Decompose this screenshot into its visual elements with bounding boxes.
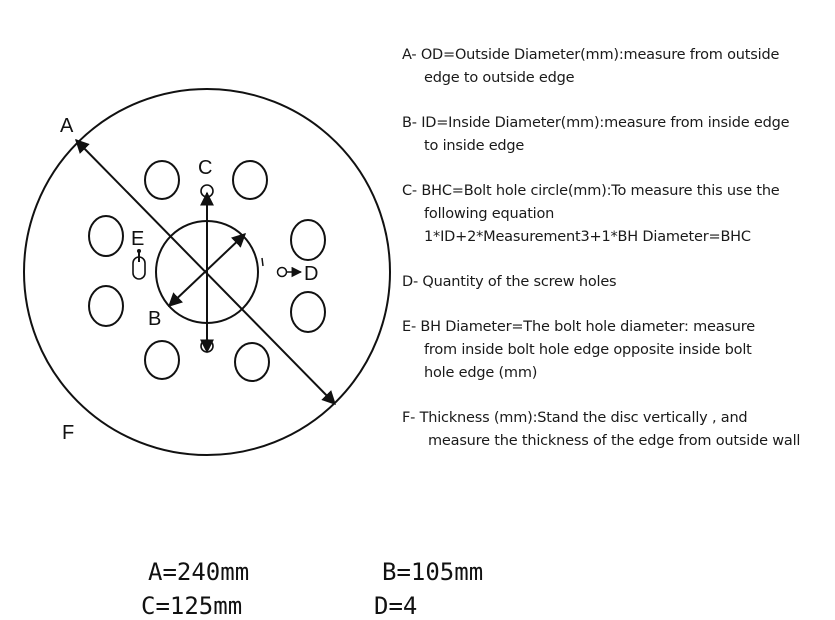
legend-item-e (402, 316, 827, 385)
bolt-hole (235, 343, 269, 381)
bolt-hole (145, 341, 179, 379)
legend-text: A- OD=Outside Diameter(mm):measure from outside (402, 47, 780, 63)
label-b: B (148, 308, 162, 330)
legend-text: hole edge (mm) (424, 365, 538, 381)
label-c: C (198, 157, 213, 179)
legend-text: to inside edge (424, 138, 525, 154)
legend-item-a (402, 44, 827, 90)
legend (402, 44, 827, 475)
value-b: B=105mm (382, 558, 484, 586)
bolt-hole (291, 220, 325, 260)
disc-diagram (0, 0, 400, 470)
legend-text: E- BH Diameter=The bolt hole diameter: measure (402, 319, 755, 335)
legend-item-c (402, 180, 827, 249)
value-d: D=4 (374, 592, 418, 620)
bolt-hole (89, 216, 123, 256)
legend-text: F- Thickness (mm):Stand the disc vertically , and (402, 410, 748, 426)
label-f: F (62, 422, 75, 444)
legend-item-d (402, 271, 827, 294)
legend-item-b (402, 112, 827, 158)
value-c: C=125mm (141, 592, 243, 620)
value-a: A=240mm (148, 558, 250, 586)
bolt-hole (233, 161, 267, 199)
legend-item-f (402, 407, 827, 453)
legend-text: edge to outside edge (424, 70, 575, 86)
legend-text: C- BHC=Bolt hole circle(mm):To measure this use the (402, 183, 780, 199)
label-d: D (304, 263, 319, 285)
dimension-d-marker (278, 268, 287, 277)
legend-text: B- ID=Inside Diameter(mm):measure from inside edge (402, 115, 790, 131)
label-a: A (60, 115, 74, 137)
inner-gap-tick (262, 258, 263, 266)
legend-text: following equation (424, 206, 555, 222)
bolt-hole (291, 292, 325, 332)
legend-text: 1*ID+2*Measurement3+1*BH Diameter=BHC (424, 229, 751, 245)
bolt-hole (145, 161, 179, 199)
legend-text: D- Quantity of the screw holes (402, 274, 617, 290)
legend-text: measure the thickness of the edge from outside wall (428, 433, 801, 449)
legend-text: from inside bolt hole edge opposite inside bolt (424, 342, 752, 358)
bolt-hole (89, 286, 123, 326)
label-e: E (131, 228, 145, 250)
